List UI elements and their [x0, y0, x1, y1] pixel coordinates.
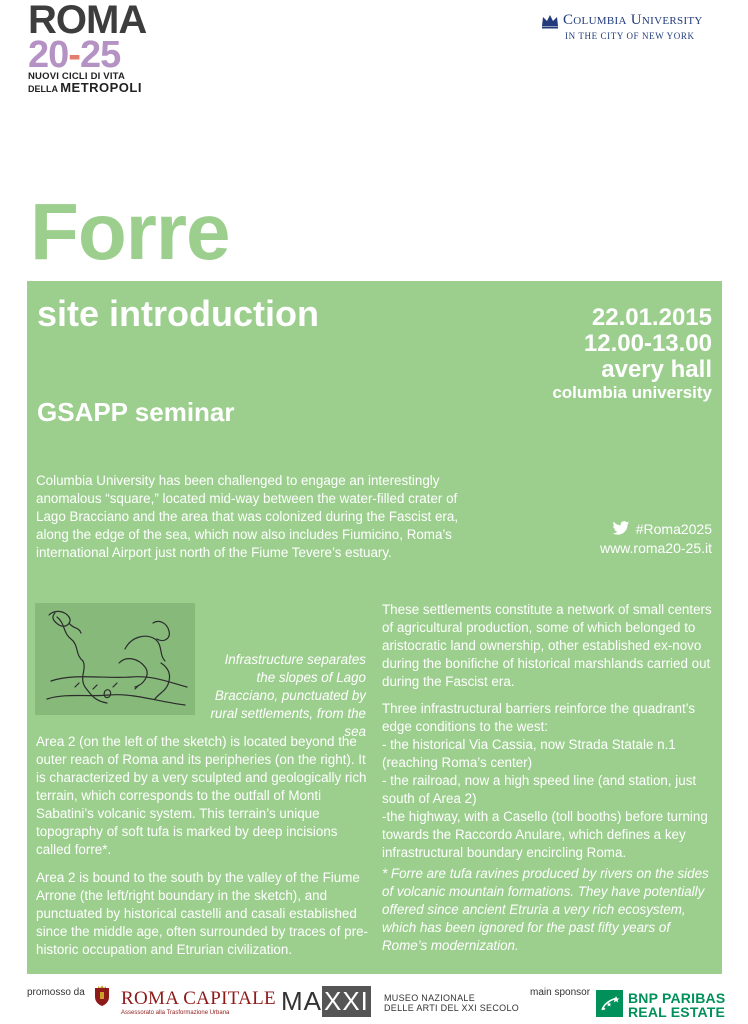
logo-tagline-1: NUOVI CICLI DI VITA	[28, 71, 126, 82]
left-paragraph-2: Area 2 is bound to the south by the valley of the Fiume Arrone (the left/right boundary in the sketch), and punctuated by historical castelli and casali established since the middle age, often surrounded by traces of pre-historic occupation and Etrurian civilization.	[36, 870, 368, 957]
sketch-caption: Infrastructure separates the slopes of Lago Bracciano, punctuated by rural settlements, from the sea	[210, 652, 366, 739]
event-place: avery hall	[601, 356, 712, 383]
maxxi-subtitle-2: DELLE ARTI DEL XXI SECOLO	[384, 1003, 520, 1013]
maxxi-subtitle-1: MUSEO NAZIONALE	[384, 993, 476, 1003]
left-paragraph-1: Area 2 (on the left of the sketch) is located beyond the outer reach of Roma and its peripheries (on the right). It is characterized by a very sculpted and geologically rich terrain, which corresponds to the outfall of Monti Sabatini’s volcanic system. This terrain’s unique topography of soft tufa is marked by deep incisions called forre*.	[36, 734, 367, 857]
logo-year-b: 25	[79, 34, 121, 76]
logo-tagline-2	[28, 80, 142, 95]
maxxi-logo-b: XXI	[324, 986, 369, 1016]
seminar-label: GSAPP seminar	[37, 397, 235, 427]
twitter-icon	[612, 521, 630, 536]
event-date: 22.01.2015	[591, 304, 712, 331]
page-title: Forre	[30, 187, 230, 276]
intro-paragraph: Columbia University has been challenged to engage an interestingly anomalous “square,” located mid-way between the water-filled crater of Lago Bracciano and the area that was colonized during the Fascist era, along the edge of the sea, which now also includes Fiumicino, Roma’s international Airport just north of the Fiume Tevere’s estuary.	[36, 473, 459, 560]
bnp-name-1: BNP PARIBAS	[628, 990, 726, 1006]
right-paragraph-1: These settlements constitute a network of small centers of agricultural production, some of which belonged to aristocratic land ownership, other established ex-novo during the bonifiche of historical marshlands carried out during the Fascist era.	[382, 602, 712, 689]
hashtag-line	[600, 520, 712, 539]
logo-year-a: 20	[28, 34, 69, 76]
columbia-subtitle: IN THE CITY OF NEW YORK	[565, 31, 695, 41]
maxxi-logo-a: MA	[281, 986, 322, 1016]
crown-icon	[541, 13, 559, 29]
columbia-name: Columbia University	[563, 12, 703, 28]
logo-year	[28, 36, 120, 74]
footnote: * Forre are tufa ravines produced by rivers on the sides of volcanic mountain formations. They have potentially offered since ancient Etruria a very rich ecosystem, which has been ignored for the past fifty years of Rome’s modernization.	[382, 866, 709, 953]
event-time: 12.00-13.00	[583, 330, 712, 357]
right-paragraph-2: Three infrastructural barriers reinforce the quadrant’s edge conditions to the west: - the historical Via Cassia, now Strada Statale n.1 (reaching Roma’s center) - the railroad, now a high speed line (and station, just south of Area 2) -the highway, with a Casello (toll booths) before turning towards the Raccordo Anulare, which defines a key infrastructural boundary encircling Roma.	[382, 701, 708, 860]
roma-capitale-subtitle: Assessorato alla Trasformazione Urbana	[121, 1010, 230, 1016]
hashtag: #Roma2025	[635, 521, 712, 537]
roma-capitale-name: ROMA CAPITALE	[121, 988, 276, 1009]
logo-year-dash: -	[68, 34, 80, 76]
bnp-stars-icon	[596, 990, 623, 1017]
website[interactable]: www.roma20-25.it	[599, 540, 712, 556]
event-details	[584, 305, 712, 383]
logo-word-roma: ROMA	[28, 0, 147, 42]
event-institution: columbia university	[552, 383, 712, 402]
logo-tagline-2b: METROPOLI	[60, 80, 142, 95]
roma-capitale-shield-icon	[93, 985, 111, 1007]
promoted-by-label: promosso da	[27, 987, 85, 998]
bnp-name-2: REAL ESTATE	[628, 1004, 726, 1020]
logo-tagline-2a: DELLA	[28, 84, 58, 94]
area-sketch-image	[35, 603, 195, 715]
social-block	[600, 520, 712, 558]
main-sponsor-label: main sponsor	[530, 987, 591, 998]
subtitle: site introduction	[37, 293, 319, 334]
maxxi-logo	[281, 986, 371, 1017]
